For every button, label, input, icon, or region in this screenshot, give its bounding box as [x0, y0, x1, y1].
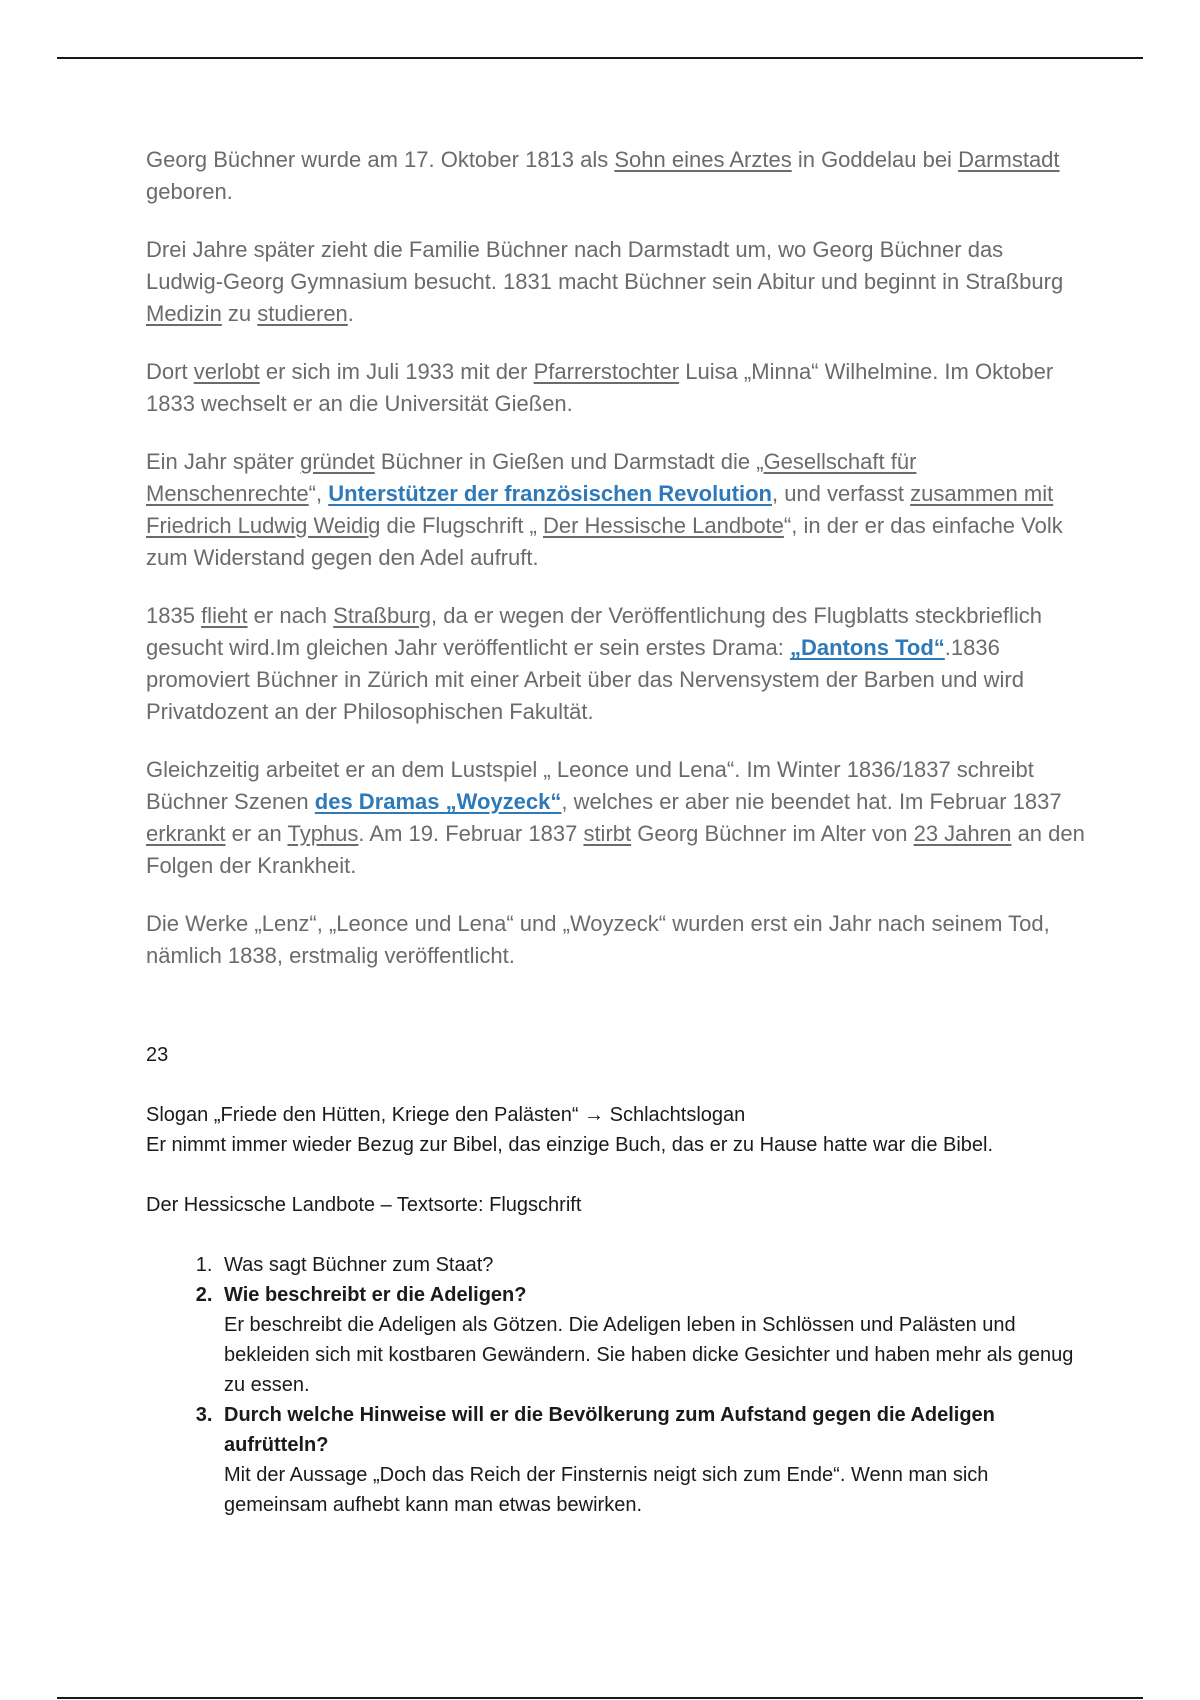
text-span: , da er wegen der Veröffentlichung des Flugblatts steckbrieflich gesucht wird.Im gleichen Jahr veröffentlicht er sein erstes Drama:	[146, 603, 1043, 660]
question-text: Was sagt Büchner zum Staat?	[224, 1254, 494, 1276]
text-span: er an	[225, 821, 288, 846]
text-span: “, in der er das einfache Volk zum Widerstand gegen den Adel aufruft.	[146, 513, 1063, 570]
question-list	[146, 1250, 1086, 1520]
text-span: geboren.	[146, 179, 233, 204]
question-text: Durch welche Hinweise will er die Bevölkerung zum Aufstand gegen die Adeligen aufrütteln?	[224, 1404, 995, 1456]
text-span: an den Folgen der Krankheit.	[146, 821, 1085, 878]
woyzeck-link[interactable]: des Dramas „Woyzeck“	[314, 789, 562, 814]
underlined-term: flieht	[201, 603, 248, 628]
top-rule	[57, 57, 1143, 59]
underlined-term: stirbt	[583, 821, 632, 846]
text-span: Drei Jahre später zieht die Familie Büchner nach Darmstadt um, wo Georg Büchner das Ludwig-Georg Gymnasium besucht. 1831 macht Büchner sein Abitur und beginnt in Straßburg	[146, 237, 1064, 294]
text-span: Georg Büchner im Alter von	[631, 821, 914, 846]
bio-paragraph-engagement	[146, 356, 1086, 420]
bible-line: Er nimmt immer wieder Bezug zur Bibel, das einzige Buch, das er zu Hause hatte war die Bibel.	[146, 1134, 994, 1156]
question-item	[218, 1250, 1086, 1280]
text-span: “,	[308, 481, 329, 506]
underlined-term: Typhus	[287, 821, 359, 846]
text-span: 1835	[146, 603, 202, 628]
bio-paragraph-death	[146, 754, 1086, 882]
textsorte-line: Der Hessicsche Landbote – Textsorte: Flugschrift	[146, 1194, 582, 1216]
text-span: in Goddelau bei	[791, 147, 959, 172]
underlined-term: zusammen mit Friedrich Ludwig Weidig	[146, 481, 1054, 538]
bio-paragraph-flight	[146, 600, 1086, 728]
notes-section	[146, 1040, 1086, 1520]
text-span: Luisa „Minna“ Wilhelmine. Im Oktober 1833 wechselt er an die Universität Gießen.	[146, 359, 1054, 416]
text-span: , und verfasst	[771, 481, 911, 506]
text-span: .	[347, 301, 354, 326]
spacer	[146, 1160, 1086, 1190]
underlined-term: Straßburg	[333, 603, 431, 628]
underlined-term: Medizin	[146, 301, 222, 326]
underlined-term: Sohn eines Arztes	[614, 147, 792, 172]
question-text: Wie beschreibt er die Adeligen?	[224, 1284, 527, 1306]
question-item	[218, 1400, 1086, 1520]
bio-paragraph-birth	[146, 144, 1086, 208]
bio-paragraph-school	[146, 234, 1086, 330]
text-span: zu	[221, 301, 258, 326]
text-span: er nach	[247, 603, 334, 628]
underlined-term: verlobt	[193, 359, 260, 384]
page-number-note: 23	[146, 1044, 169, 1066]
text-span: . Am 19. Februar 1837	[358, 821, 584, 846]
bio-paragraph-works	[146, 908, 1086, 972]
biography-section	[146, 144, 1086, 996]
text-span: Die Werke „Lenz“, „Leonce und Lena“ und „Woyzeck“ wurden erst ein Jahr nach seinem Tod, nämlich 1838, erstmalig veröffentlicht.	[146, 911, 1050, 968]
bio-paragraph-society	[146, 446, 1086, 574]
answer-text: Mit der Aussage „Doch das Reich der Finsternis neigt sich zum Ende“. Wenn man sich gemeinsam aufhebt kann man etwas bewirken.	[224, 1464, 989, 1516]
text-span: die Flugschrift „	[380, 513, 543, 538]
bottom-rule	[57, 1697, 1143, 1699]
text-span: Dort	[146, 359, 194, 384]
text-span: Georg Büchner wurde am 17. Oktober 1813 als	[146, 147, 615, 172]
underlined-term: studieren	[257, 301, 348, 326]
text-span: Ein Jahr später	[146, 449, 301, 474]
answer-text: Er beschreibt die Adeligen als Götzen. Die Adeligen leben in Schlössen und Palästen und bekleiden sich mit kostbaren Gewändern. Sie haben dicke Gesichter und haben mehr als genug zu essen.	[224, 1314, 1074, 1396]
underlined-term: Der Hessische Landbote	[542, 513, 784, 538]
underlined-term: Darmstadt	[958, 147, 1060, 172]
revolution-link[interactable]: Unterstützer der französischen Revolution	[328, 481, 772, 506]
text-span: , welches er aber nie beendet hat. Im Februar 1837	[561, 789, 1062, 814]
text-span: er sich im Juli 1933 mit der	[259, 359, 534, 384]
underlined-term: gründet	[300, 449, 375, 474]
underlined-term: 23 Jahren	[913, 821, 1012, 846]
question-item	[218, 1280, 1086, 1400]
slogan-line: Slogan „Friede den Hütten, Kriege den Palästen“ → Schlachtslogan	[146, 1104, 746, 1126]
underlined-term: Gesellschaft für Menschenrechte	[146, 449, 917, 506]
text-span: .1836 promoviert Büchner in Zürich mit einer Arbeit über das Nervensystem der Barben und wird Privatdozent an der Philosophischen Fakultät.	[146, 635, 1024, 724]
text-span: Büchner in Gießen und Darmstadt die „	[374, 449, 764, 474]
underlined-term: Pfarrerstochter	[533, 359, 680, 384]
dantons-tod-link[interactable]: „Dantons Tod“	[789, 635, 945, 660]
text-span: Gleichzeitig arbeitet er an dem Lustspiel „ Leonce und Lena“. Im Winter 1836/1837 schreibt Büchner Szenen	[146, 757, 1034, 814]
underlined-term: erkrankt	[146, 821, 226, 846]
